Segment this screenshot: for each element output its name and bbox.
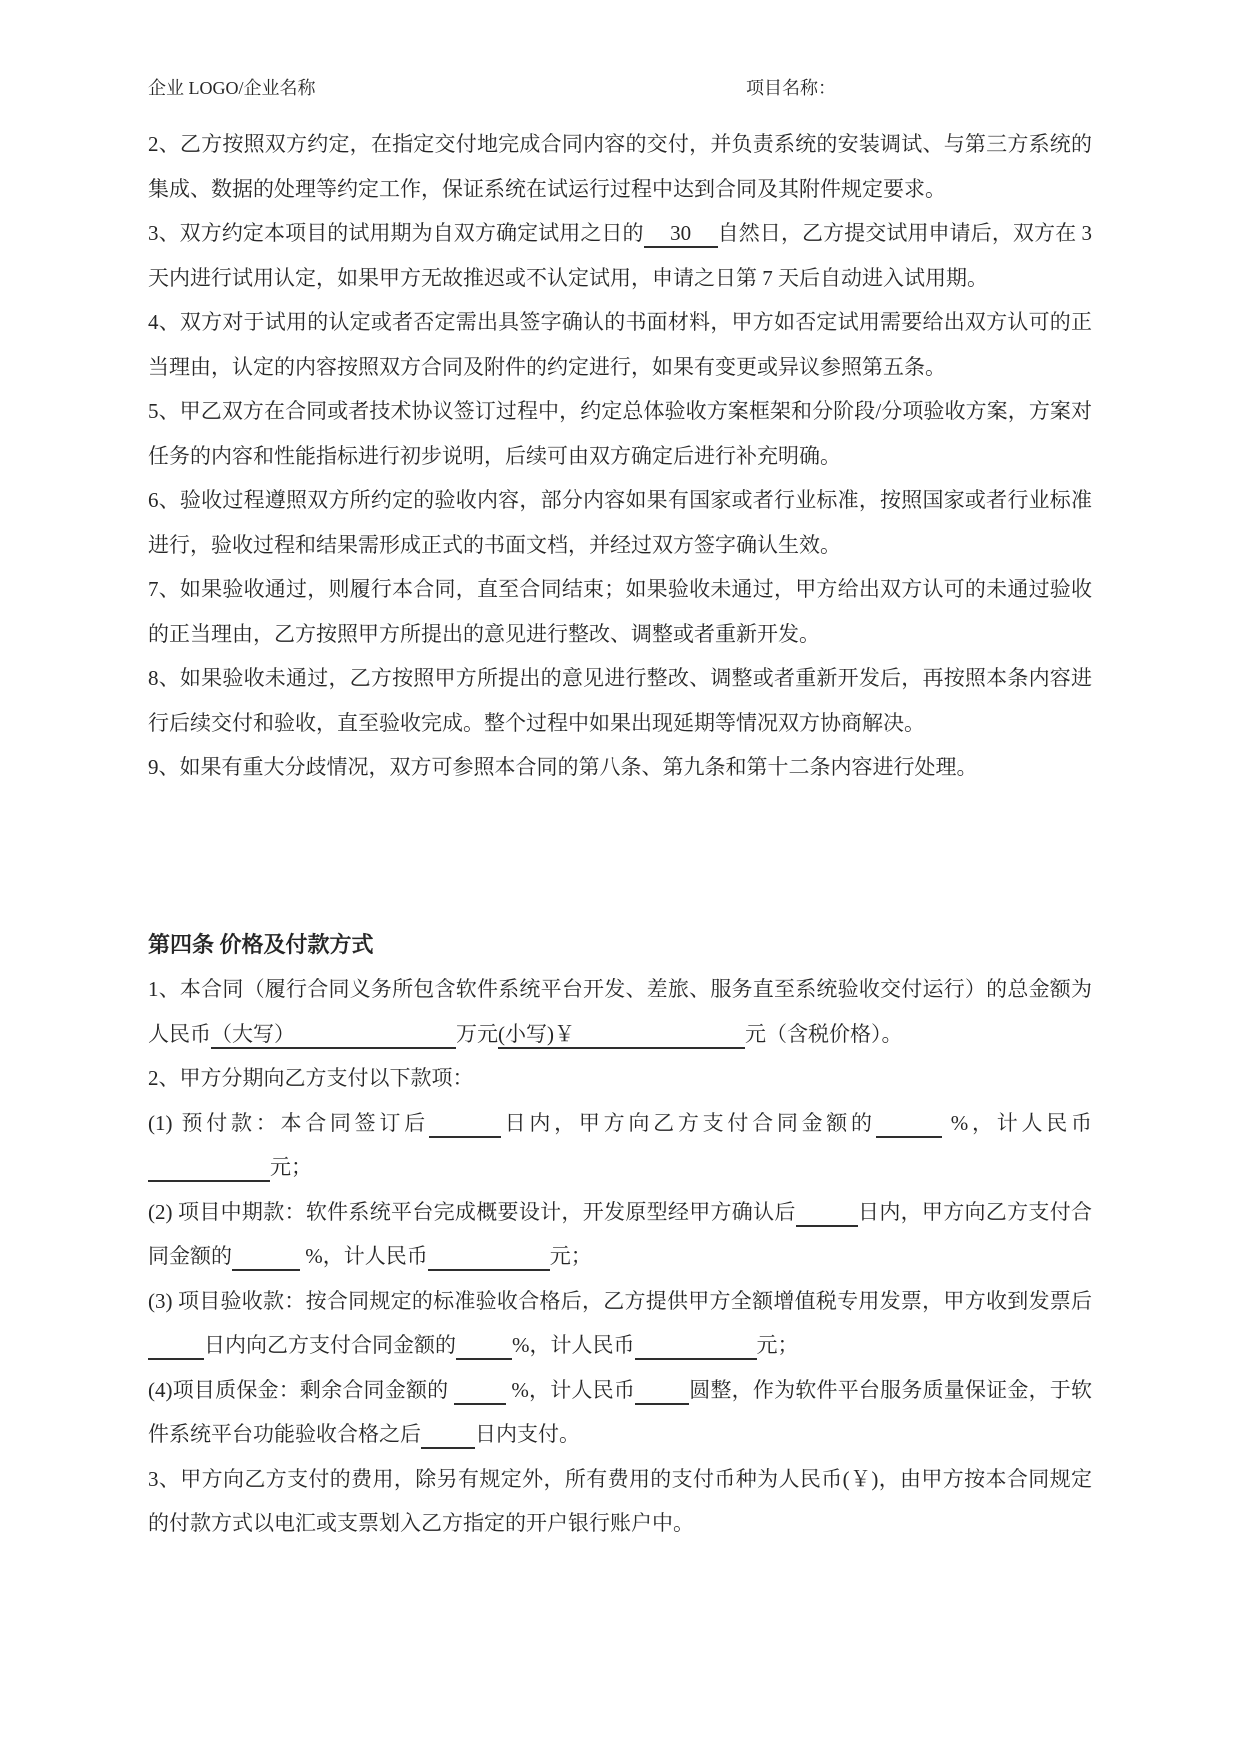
text-run: 圆整，作为软件平台服务质量保证金，于软件系统平台功能验收合格之后: [148, 1377, 1093, 1446]
fill-in-blank: [796, 1199, 858, 1227]
contract-paragraph-advance-payment: [148, 1101, 1092, 1190]
text-run: 元；: [270, 1155, 312, 1179]
text-run: 第四条 价格及付款方式: [148, 931, 374, 957]
contract-paragraph-trial-period: [148, 211, 1092, 300]
fill-in-blank: [635, 1332, 757, 1360]
contract-paragraph-trial-confirm: [148, 300, 1092, 389]
text-run: 日内支付。: [475, 1422, 580, 1446]
text-run: 自然日，乙方提交试用申请后，双方在 3 天内进行试用认定，如果甲方无故推迟或不认定试用，申请之日第 7 天后自动进入试用期。: [148, 221, 1092, 290]
contract-paragraph-pass-fail: [148, 567, 1092, 656]
text-run: 9、如果有重大分歧情况，双方可参照本合同的第八条、第九条和第十二条内容进行处理。: [148, 755, 978, 779]
text-run: 日内向乙方支付合同金额的: [204, 1333, 456, 1357]
fill-in-blank: （大写）: [211, 1021, 456, 1049]
contract-paragraph-total-amount: [148, 967, 1092, 1056]
contract-paragraph-payment-method: [148, 1457, 1092, 1546]
text-run: 2、乙方按照双方约定，在指定交付地完成合同内容的交付，并负责系统的安装调试、与第三方系统的集成、数据的处理等约定工作，保证系统在试运行过程中达到合同及其附件规定要求。: [148, 132, 1092, 201]
text-run: 2、甲方分期向乙方支付以下款项：: [148, 1066, 474, 1090]
contract-paragraph-rework: [148, 656, 1092, 745]
fill-in-blank: [635, 1377, 689, 1405]
text-run: (4)项目质保金：剩余合同金额的: [148, 1377, 454, 1402]
fill-in-blank: [148, 1332, 204, 1360]
text-run: 5、甲乙双方在合同或者技术协议签订过程中，约定总体验收方案框架和分阶段/分项验收方案，方案对任务的内容和性能指标进行初步说明，后续可由双方确定后进行补充明确。: [148, 399, 1092, 468]
text-run: %，计人民币: [505, 1377, 636, 1402]
text-run: 日内，甲方向乙方支付合同金额的: [148, 1199, 1093, 1268]
text-run: 6、验收过程遵照双方所约定的验收内容，部分内容如果有国家或者行业标准，按照国家或者行业标准进行，验收过程和结果需形成正式的书面文档，并经过双方签字确认生效。: [148, 488, 1092, 557]
fill-in-blank: [454, 1377, 506, 1405]
fill-in-blank: [456, 1332, 512, 1360]
contract-paragraph-dispute: [148, 745, 1092, 790]
text-run: 元；: [549, 1244, 592, 1268]
contract-paragraph-delivery: [148, 122, 1092, 211]
fill-in-blank: [421, 1421, 475, 1449]
text-run: (3) 项目验收款：按合同规定的标准验收合格后，乙方提供甲方全额增值税专用发票，甲方收到发票后: [148, 1288, 1092, 1313]
contract-paragraph-installments: [148, 1056, 1092, 1101]
text-run: %，计人民币: [941, 1110, 1092, 1135]
text-run: 万元: [456, 1021, 498, 1046]
document-body: [148, 122, 1092, 1546]
text-run: 7、如果验收通过，则履行本合同，直至合同结束；如果验收未通过，甲方给出双方认可的未通过验收的正当理由，乙方按照甲方所提出的意见进行整改、调整或者重新开发。: [148, 577, 1092, 646]
text-run: 3、双方约定本项目的试用期为自双方确定试用之日的: [148, 221, 644, 245]
contract-paragraph-acceptance-plan: [148, 389, 1092, 478]
fill-in-blank: [429, 1110, 501, 1138]
contract-paragraph-midterm-payment: [148, 1190, 1092, 1279]
text-run: 元；: [756, 1333, 799, 1357]
fill-in-blank: [876, 1110, 942, 1138]
text-run: 元（含税价格）。: [745, 1021, 903, 1046]
project-name-label: 项目名称：: [746, 78, 836, 98]
text-run: 3、甲方向乙方支付的费用，除另有规定外，所有费用的支付币种为人民币(￥)，由甲方按本合同规定的付款方式以电汇或支票划入乙方指定的开户银行账户中。: [148, 1466, 1092, 1535]
contract-paragraph-standards: [148, 478, 1092, 567]
text-run: 1、本合同（履行合同义务所包含软件系统平台开发、差旅、服务直至系统验收交付运行）的总金额为人民币: [148, 977, 1092, 1046]
fill-in-blank: [148, 1154, 270, 1182]
fill-in-blank: (小写)￥: [498, 1021, 745, 1049]
contract-paragraph-quality-deposit: [148, 1368, 1092, 1457]
text-run: %，计人民币: [300, 1244, 428, 1268]
text-run: 4、双方对于试用的认定或者否定需出具签字确认的书面材料，甲方如否定试用需要给出双方认可的正当理由，认定的内容按照双方合同及附件的约定进行，如果有变更或异议参照第五条。: [148, 310, 1092, 379]
contract-paragraph-acceptance-payment: [148, 1279, 1092, 1368]
text-run: (2) 项目中期款：软件系统平台完成概要设计，开发原型经甲方确认后: [148, 1199, 796, 1224]
company-logo-label: 企业 LOGO/企业名称: [148, 78, 316, 98]
fill-in-blank: [232, 1243, 300, 1271]
section-heading-article-4: [148, 923, 1092, 968]
text-run: 日内，甲方向乙方支付合同金额的: [500, 1110, 876, 1135]
fill-in-blank: [428, 1243, 550, 1271]
text-run: (1) 预付款：本合同签订后: [148, 1110, 429, 1135]
text-run: %，计人民币: [512, 1333, 635, 1357]
fill-in-blank: 30: [644, 220, 718, 248]
page-header: [0, 76, 1240, 100]
text-run: 8、如果验收未通过，乙方按照甲方所提出的意见进行整改、调整或者重新开发后，再按照本条内容进行后续交付和验收，直至验收完成。整个过程中如果出现延期等情况双方协商解决。: [148, 666, 1092, 735]
